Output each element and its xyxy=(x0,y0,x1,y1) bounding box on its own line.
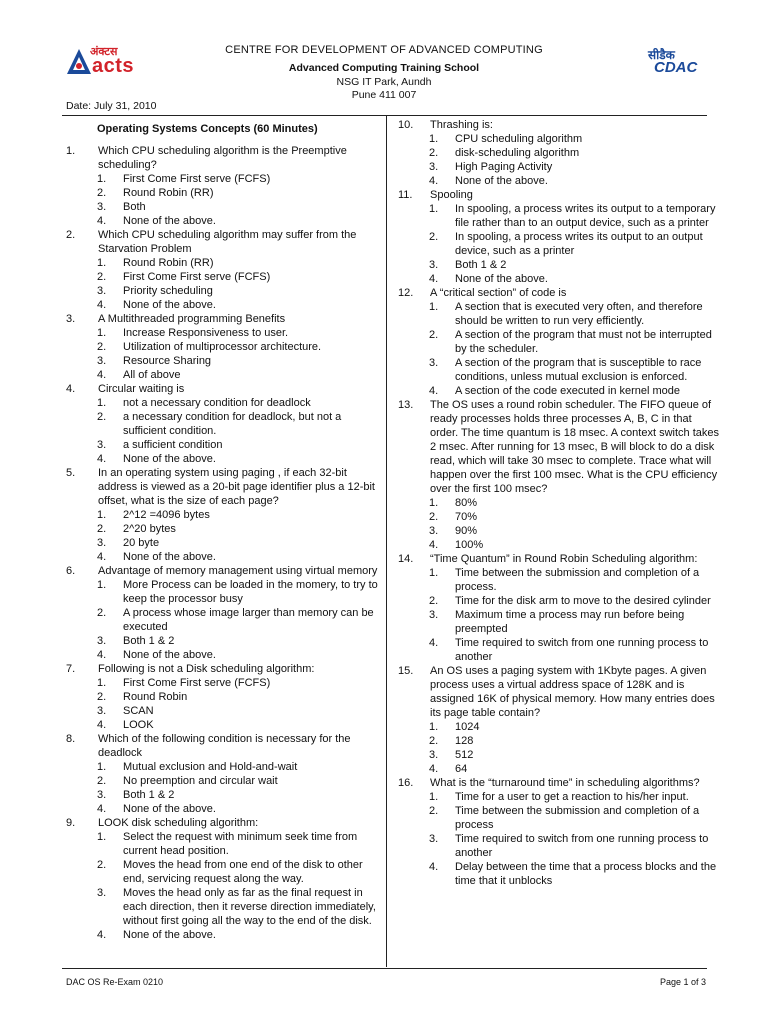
answer-option xyxy=(66,284,382,298)
left-question-list xyxy=(66,144,382,942)
option-text: 100% xyxy=(455,539,484,551)
answer-option xyxy=(66,578,382,606)
option-number: 4. xyxy=(97,215,107,227)
option-number: 4. xyxy=(97,929,107,941)
option-number: 3. xyxy=(97,439,107,451)
question-text: An OS uses a paging system with 1Kbyte pages. A given process uses a virtual address space of 128K and is assigned 16K of physical memory. How many entries does its page table contain? xyxy=(430,665,715,719)
question-number: 7. xyxy=(66,663,76,675)
option-number: 4. xyxy=(97,551,107,563)
option-text: Round Robin (RR) xyxy=(123,187,214,199)
answer-option xyxy=(66,438,382,452)
question-number: 12. xyxy=(398,287,414,299)
answer-option xyxy=(66,354,382,368)
option-number: 4. xyxy=(429,861,439,873)
option-text: Round Robin xyxy=(123,691,188,703)
option-text: Mutual exclusion and Hold-and-wait xyxy=(123,761,298,773)
option-text: First Come First serve (FCFS) xyxy=(123,677,271,689)
answer-option xyxy=(398,132,720,146)
option-number: 3. xyxy=(97,201,107,213)
cdac-logo-devanagari: सीडैक xyxy=(648,48,675,62)
answer-option xyxy=(398,258,720,272)
option-text: Increase Responsiveness to user. xyxy=(123,327,289,339)
question xyxy=(398,776,720,790)
option-number: 2. xyxy=(97,187,107,199)
footer-exam-code: DAC OS Re-Exam 0210 xyxy=(66,977,164,987)
option-number: 2. xyxy=(97,859,107,871)
answer-option xyxy=(66,536,382,550)
question-text: Which CPU scheduling algorithm is the Preemptive scheduling? xyxy=(98,145,347,171)
option-number: 4. xyxy=(97,299,107,311)
answer-option xyxy=(66,802,382,816)
option-text: In spooling, a process writes its output to a temporary file rather than to an output device, such as a printer xyxy=(455,203,716,229)
exam-title: Operating Systems Concepts (60 Minutes) xyxy=(97,123,318,135)
question-number: 4. xyxy=(66,383,76,395)
question-number: 3. xyxy=(66,313,76,325)
question xyxy=(66,144,382,172)
answer-option xyxy=(66,522,382,536)
right-question-list xyxy=(398,118,720,888)
option-text: Maximum time a process may run before being preempted xyxy=(455,609,685,635)
question-number: 14. xyxy=(398,553,414,565)
answer-option xyxy=(398,146,720,160)
answer-option xyxy=(398,790,720,804)
question-number: 13. xyxy=(398,399,414,411)
option-text: 20 byte xyxy=(123,537,160,549)
question xyxy=(66,662,382,676)
answer-option xyxy=(398,720,720,734)
option-number: 1. xyxy=(429,497,439,509)
answer-option xyxy=(66,788,382,802)
footer-divider xyxy=(62,968,707,969)
question-number: 10. xyxy=(398,119,414,131)
question-number: 2. xyxy=(66,229,76,241)
option-number: 1. xyxy=(97,677,107,689)
option-text: A section of the code executed in kernel mode xyxy=(455,385,681,397)
option-text: LOOK xyxy=(123,719,154,731)
answer-option xyxy=(398,384,720,398)
option-number: 1. xyxy=(429,567,439,579)
option-number: 3. xyxy=(429,161,439,173)
option-number: 1. xyxy=(429,721,439,733)
option-number: 4. xyxy=(429,273,439,285)
option-text: 128 xyxy=(455,735,474,747)
question xyxy=(398,552,720,566)
acts-logo-text: acts xyxy=(92,55,135,77)
option-text: None of the above. xyxy=(123,299,216,311)
question xyxy=(66,312,382,326)
option-text: Select the request with minimum seek time from current head position. xyxy=(123,831,358,857)
exam-date: Date: July 31, 2010 xyxy=(66,100,157,112)
option-text: A section that is executed very often, and therefore should be written to run very efficiently. xyxy=(455,301,703,327)
column-divider xyxy=(386,116,387,967)
question xyxy=(398,398,720,496)
option-text: First Come First serve (FCFS) xyxy=(123,271,271,283)
answer-option xyxy=(398,160,720,174)
question-number: 15. xyxy=(398,665,414,677)
answer-option xyxy=(66,830,382,858)
answer-option xyxy=(398,230,720,258)
option-text: a sufficient condition xyxy=(123,439,223,451)
option-number: 2. xyxy=(97,691,107,703)
footer-page-number: Page 1 of 3 xyxy=(659,977,706,987)
option-number: 4. xyxy=(429,539,439,551)
option-text: Time between the submission and completion of a process. xyxy=(455,567,700,593)
cdac-logo-text: CDAC xyxy=(654,59,698,76)
option-number: 4. xyxy=(97,649,107,661)
option-number: 2. xyxy=(97,271,107,283)
org-name: CENTRE FOR DEVELOPMENT OF ADVANCED COMPUTING xyxy=(225,44,543,56)
answer-option xyxy=(66,340,382,354)
option-number: 3. xyxy=(97,705,107,717)
question-number: 5. xyxy=(66,467,76,479)
option-number: 4. xyxy=(429,175,439,187)
option-number: 3. xyxy=(429,833,439,845)
option-number: 1. xyxy=(97,831,107,843)
option-number: 1. xyxy=(97,579,107,591)
answer-option xyxy=(66,886,382,928)
option-text: No preemption and circular wait xyxy=(123,775,278,787)
answer-option xyxy=(398,608,720,636)
right-column xyxy=(398,118,720,888)
option-text: 90% xyxy=(455,525,478,537)
question-text: Advantage of memory management using virtual memory xyxy=(98,565,378,577)
option-number: 1. xyxy=(97,761,107,773)
option-text: None of the above. xyxy=(455,175,548,187)
option-number: 1. xyxy=(97,173,107,185)
option-number: 1. xyxy=(97,397,107,409)
option-text: Time between the submission and completion of a process xyxy=(455,805,700,831)
option-number: 1. xyxy=(97,327,107,339)
answer-option xyxy=(398,510,720,524)
answer-option xyxy=(66,452,382,466)
answer-option xyxy=(66,368,382,382)
option-number: 1. xyxy=(429,133,439,145)
question-number: 1. xyxy=(66,145,76,157)
answer-option xyxy=(66,410,382,438)
answer-option xyxy=(398,300,720,328)
option-text: Utilization of multiprocessor architecture. xyxy=(123,341,322,353)
option-text: None of the above. xyxy=(123,453,216,465)
option-text: Time for the disk arm to move to the desired cylinder xyxy=(455,595,711,607)
option-number: 4. xyxy=(429,637,439,649)
question-text: Which CPU scheduling algorithm may suffer from the Starvation Problem xyxy=(98,229,357,255)
option-text: In spooling, a process writes its output to an output device, such as a printer xyxy=(455,231,703,257)
question-number: 16. xyxy=(398,777,414,789)
question-text: “Time Quantum” in Round Robin Scheduling algorithm: xyxy=(430,553,698,565)
answer-option xyxy=(398,496,720,510)
question-text: What is the “turnaround time” in scheduling algorithms? xyxy=(430,777,700,789)
question xyxy=(66,382,382,396)
option-number: 2. xyxy=(429,147,439,159)
option-text: None of the above. xyxy=(123,803,216,815)
question xyxy=(398,118,720,132)
option-text: None of the above. xyxy=(123,551,216,563)
answer-option xyxy=(398,594,720,608)
option-text: None of the above. xyxy=(123,649,216,661)
option-text: Resource Sharing xyxy=(123,355,212,367)
option-number: 4. xyxy=(97,453,107,465)
option-number: 1. xyxy=(97,257,107,269)
address-line-2: Pune 411 007 xyxy=(351,89,417,101)
option-text: Both 1 & 2 xyxy=(123,635,175,647)
question-text: In an operating system using paging , if each 32-bit address is viewed as a 20-bit page identifier plus a 12-bit offset, what is the size of each page? xyxy=(98,467,375,507)
option-text: SCAN xyxy=(123,705,154,717)
answer-option xyxy=(66,760,382,774)
question xyxy=(66,466,382,508)
left-column xyxy=(66,118,382,942)
option-number: 2. xyxy=(97,775,107,787)
question xyxy=(66,732,382,760)
option-number: 3. xyxy=(97,635,107,647)
answer-option xyxy=(398,748,720,762)
option-text: First Come First serve (FCFS) xyxy=(123,173,271,185)
question xyxy=(66,564,382,578)
option-number: 2. xyxy=(97,411,107,423)
option-text: High Paging Activity xyxy=(455,161,553,173)
answer-option xyxy=(66,326,382,340)
answer-option xyxy=(398,566,720,594)
option-number: 3. xyxy=(97,537,107,549)
answer-option xyxy=(66,928,382,942)
option-text: Both 1 & 2 xyxy=(123,789,175,801)
option-number: 3. xyxy=(429,525,439,537)
option-text: 1024 xyxy=(455,721,480,733)
answer-option xyxy=(66,270,382,284)
option-number: 2. xyxy=(429,511,439,523)
option-number: 3. xyxy=(429,609,439,621)
option-text: All of above xyxy=(123,369,181,381)
option-number: 4. xyxy=(97,803,107,815)
option-number: 1. xyxy=(429,791,439,803)
answer-option xyxy=(66,172,382,186)
question xyxy=(66,228,382,256)
answer-option xyxy=(398,202,720,230)
answer-option xyxy=(398,804,720,832)
answer-option xyxy=(398,762,720,776)
option-number: 2. xyxy=(429,805,439,817)
option-text: CPU scheduling algorithm xyxy=(455,133,583,145)
question-text: The OS uses a round robin scheduler. The FIFO queue of ready processes holds three processes A, B, C in that order. The time quantum is 18 msec. A context switch takes 2 msec. After running for 13 msec, B will block to do a disk read, which will take 30 msec to complete. Trace what will happen over the first 100 msec. What is the CPU efficiency over the first 100 msec? xyxy=(430,399,719,495)
question-text: LOOK disk scheduling algorithm: xyxy=(98,817,259,829)
question xyxy=(398,188,720,202)
answer-option xyxy=(66,214,382,228)
option-number: 4. xyxy=(429,763,439,775)
answer-option xyxy=(66,606,382,634)
acts-logo-devanagari: अंक्टस xyxy=(90,45,118,58)
option-number: 2. xyxy=(97,523,107,535)
answer-option xyxy=(398,832,720,860)
question-number: 8. xyxy=(66,733,76,745)
option-text: Round Robin (RR) xyxy=(123,257,214,269)
option-number: 2. xyxy=(97,607,107,619)
option-number: 2. xyxy=(429,595,439,607)
option-text: Both 1 & 2 xyxy=(455,259,507,271)
option-number: 3. xyxy=(429,259,439,271)
option-text: None of the above. xyxy=(123,215,216,227)
answer-option xyxy=(66,634,382,648)
option-text: None of the above. xyxy=(455,273,548,285)
option-text: Priority scheduling xyxy=(123,285,213,297)
option-text: Moves the head from one end of the disk to other end, servicing request along the way. xyxy=(123,859,363,885)
answer-option xyxy=(398,328,720,356)
answer-option xyxy=(398,272,720,286)
answer-option xyxy=(398,860,720,888)
answer-option xyxy=(66,396,382,410)
question-text: Following is not a Disk scheduling algorithm: xyxy=(98,663,315,675)
option-number: 1. xyxy=(429,203,439,215)
header-divider xyxy=(62,115,707,116)
option-number: 2. xyxy=(429,231,439,243)
question-text: A Multithreaded programming Benefits xyxy=(98,313,286,325)
option-text: A section of the program that is susceptible to race conditions, unless mutual exclusion is enforced. xyxy=(455,357,702,383)
option-text: 64 xyxy=(455,763,468,775)
option-text: Delay between the time that a process blocks and the time that it unblocks xyxy=(455,861,717,887)
question-text: Thrashing is: xyxy=(430,119,493,131)
option-number: 3. xyxy=(429,357,439,369)
question xyxy=(66,816,382,830)
option-number: 3. xyxy=(429,749,439,761)
answer-option xyxy=(398,538,720,552)
answer-option xyxy=(66,718,382,732)
option-number: 2. xyxy=(429,329,439,341)
answer-option xyxy=(66,200,382,214)
question-text: Spooling xyxy=(430,189,473,201)
option-text: 2^20 bytes xyxy=(123,523,176,535)
question-text: Which of the following condition is necessary for the deadlock xyxy=(98,733,351,759)
answer-option xyxy=(66,676,382,690)
option-text: a necessary condition for deadlock, but not a sufficient condition. xyxy=(123,411,342,437)
option-number: 4. xyxy=(429,385,439,397)
answer-option xyxy=(398,636,720,664)
answer-option xyxy=(66,256,382,270)
option-text: Time required to switch from one running process to another xyxy=(455,637,709,663)
option-text: None of the above. xyxy=(123,929,216,941)
option-text: Both xyxy=(123,201,146,213)
answer-option xyxy=(66,550,382,564)
option-number: 4. xyxy=(97,719,107,731)
option-text: Moves the head only as far as the final request in each direction, then it reverse direction immediately, without first going all the way to the end of the disk. xyxy=(123,887,376,927)
answer-option xyxy=(66,648,382,662)
answer-option xyxy=(398,174,720,188)
option-text: A section of the program that must not be interrupted by the scheduler. xyxy=(455,329,712,355)
option-text: 2^12 =4096 bytes xyxy=(123,509,210,521)
option-text: More Process can be loaded in the momery, to try to keep the processor busy xyxy=(123,579,378,605)
option-number: 3. xyxy=(97,789,107,801)
question-number: 9. xyxy=(66,817,76,829)
option-text: not a necessary condition for deadlock xyxy=(123,397,311,409)
address-line-1: NSG IT Park, Aundh xyxy=(336,76,432,88)
answer-option xyxy=(398,524,720,538)
question-number: 6. xyxy=(66,565,76,577)
question xyxy=(398,664,720,720)
option-number: 2. xyxy=(429,735,439,747)
answer-option xyxy=(66,858,382,886)
option-text: 80% xyxy=(455,497,478,509)
question xyxy=(398,286,720,300)
option-number: 1. xyxy=(429,301,439,313)
answer-option xyxy=(66,298,382,312)
option-text: 512 xyxy=(455,749,474,761)
answer-option xyxy=(398,356,720,384)
question-number: 11. xyxy=(398,189,413,201)
answer-option xyxy=(66,690,382,704)
question-text: Circular waiting is xyxy=(98,383,185,395)
option-text: Time for a user to get a reaction to his/her input. xyxy=(455,791,689,803)
option-number: 4. xyxy=(97,369,107,381)
answer-option xyxy=(66,186,382,200)
school-name: Advanced Computing Training School xyxy=(288,62,480,74)
answer-option xyxy=(66,774,382,788)
question-text: A “critical section” of code is xyxy=(430,287,567,299)
option-text: A process whose image larger than memory can be executed xyxy=(123,607,374,633)
option-text: Time required to switch from one running process to another xyxy=(455,833,709,859)
answer-option xyxy=(398,734,720,748)
option-number: 3. xyxy=(97,887,107,899)
option-number: 3. xyxy=(97,355,107,367)
option-text: disk-scheduling algorithm xyxy=(455,147,580,159)
option-number: 2. xyxy=(97,341,107,353)
option-number: 1. xyxy=(97,509,107,521)
option-number: 3. xyxy=(97,285,107,297)
answer-option xyxy=(66,704,382,718)
option-text: 70% xyxy=(455,511,478,523)
answer-option xyxy=(66,508,382,522)
